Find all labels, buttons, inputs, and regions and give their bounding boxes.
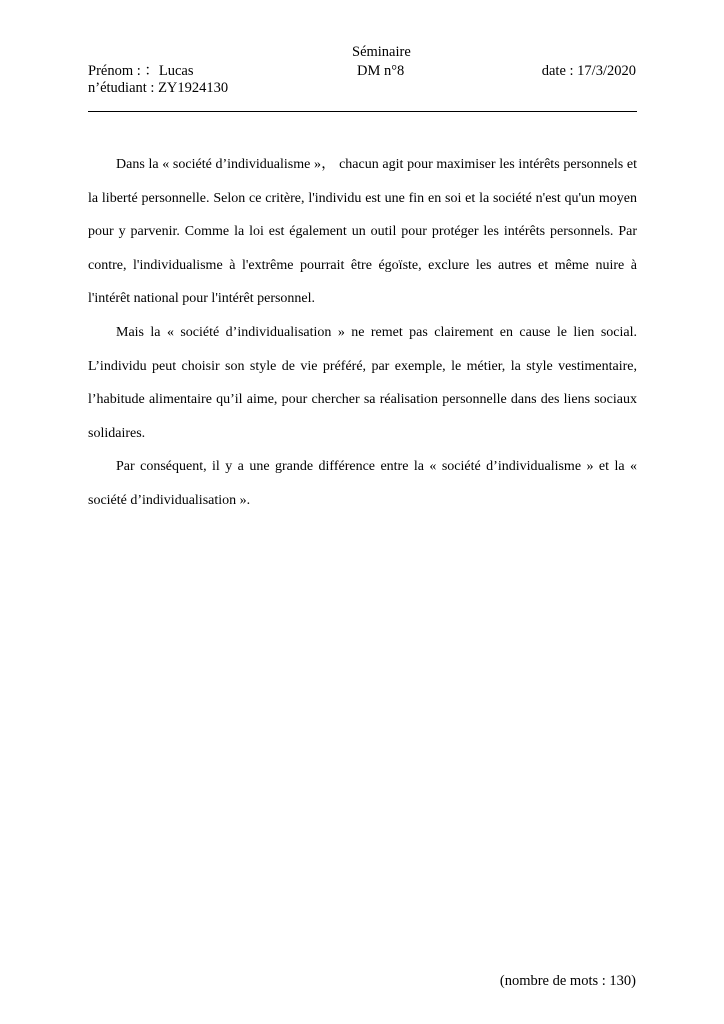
paragraph-1: Dans la « société d’individualisme »， chacun agit pour maximiser les intérêts personnels et la liberté personnelle. Selon ce critère, l'individu est une fin en soi et la société n'est qu'un moyen pour y parvenir. Comme la loi est également un outil pour protéger les intérêts personnels. Par contre, l'individualisme à l'extrême pourrait être égoïste, exclure les autres et même nuire à l'intérêt national pour l'intérêt personnel. xyxy=(88,157,637,307)
course-title: Séminaire xyxy=(352,44,411,60)
word-count: (nombre de mots : 130) xyxy=(499,973,636,989)
assignment-number: DM n°8 xyxy=(357,63,405,79)
essay-body xyxy=(88,148,637,518)
student-id: n’étudiant : ZY1924130 xyxy=(88,80,229,96)
student-first-name: Prénom : ：Lucas xyxy=(88,63,194,79)
paragraph-2: Mais la « société d’individualisation » ne remet pas clairement en cause le lien social. L’individu peut choisir son style de vie préféré, par exemple, le métier, la style vestimentaire, l’habitude alimentaire qu’il aime, pour chercher sa réalisation personnelle dans des liens sociaux solidaires. xyxy=(88,324,637,441)
header-divider xyxy=(88,111,637,112)
paragraph-3: Par conséquent, il y a une grande différence entre la « société d’individualisme » et la « société d’individualisation ». xyxy=(88,459,637,508)
assignment-date: date : 17/3/2020 xyxy=(541,63,636,79)
